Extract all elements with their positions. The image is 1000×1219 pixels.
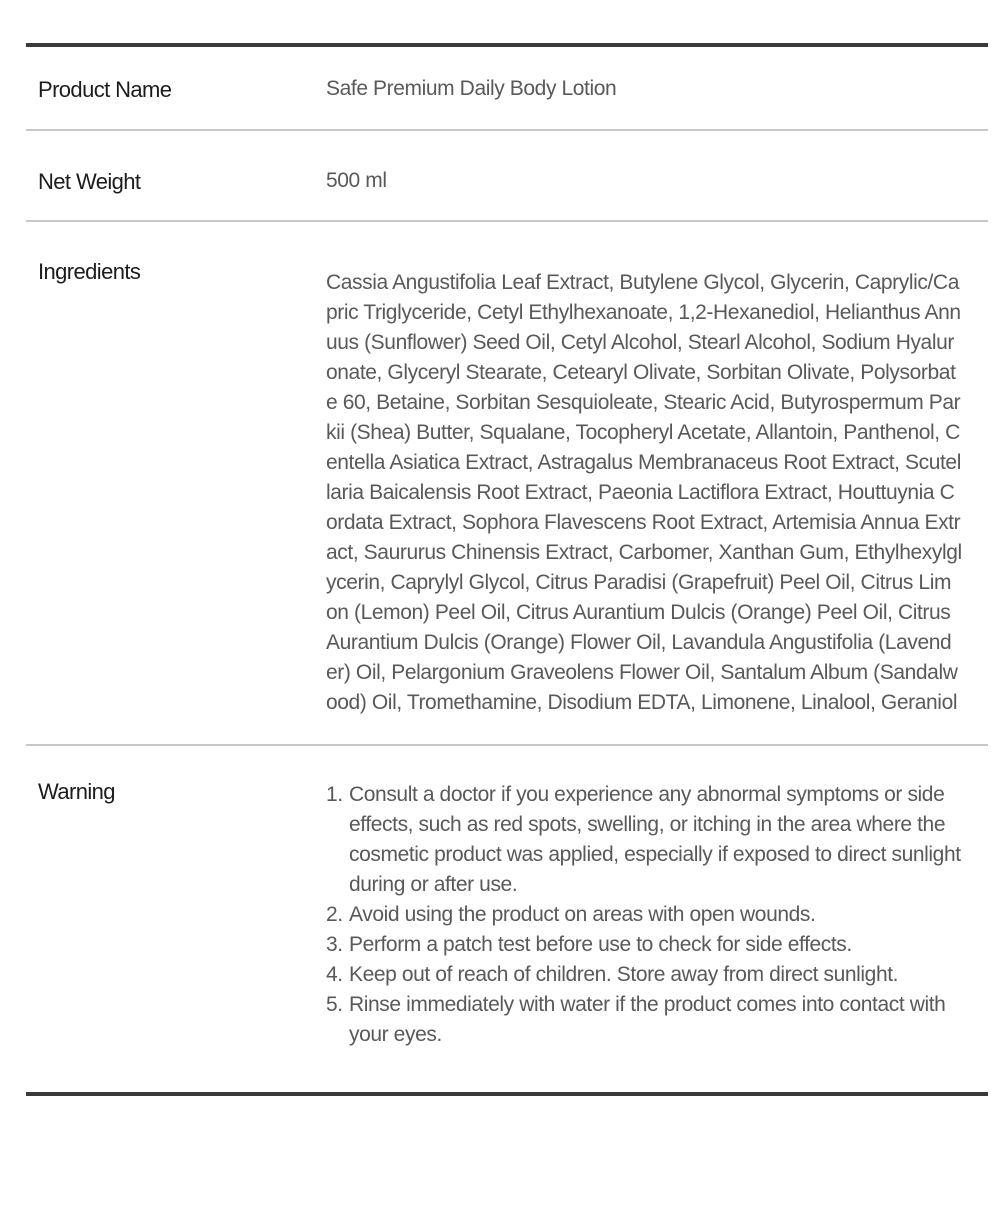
product-name-value: Safe Premium Daily Body Lotion [326, 77, 617, 100]
warning-item-1 [326, 780, 962, 900]
warning-item-4-text: Keep out of reach of children. Store away from direct sunlight. [349, 963, 899, 986]
warning-item-1-text: Consult a doctor if you experience any abnormal symptoms or side effects, such as red spots, swelling, or itching in the area where the cosmetic product was applied, especially if exposed to direct sunlight during or after use. [349, 783, 961, 896]
product-info-table [26, 43, 988, 1096]
warning-item-2-number: 2. [326, 903, 343, 926]
warning-item-5 [326, 990, 962, 1050]
warning-item-3-text: Perform a patch test before use to check for side effects. [349, 933, 852, 956]
warning-item-1-number: 1. [326, 783, 343, 806]
warning-item-4-number: 4. [326, 963, 343, 986]
table-row-warning [26, 746, 988, 1092]
net-weight-value: 500 ml [326, 169, 387, 192]
ingredients-label: Ingredients [38, 259, 141, 284]
ingredients-value: Cassia Angustifolia Leaf Extract, Butylene Glycol, Glycerin, Caprylic/Capric Triglyceride, Cetyl Ethylhexanoate, 1,2-Hexanediol, Helianthus Annuus (Sunflower) Seed Oil, Cetyl Alcohol, Stearl Alcohol, Sodium Hyaluronate, Glyceryl Stearate, Cetearyl Olivate, Sorbitan Olivate, Polysorbate 60, Betaine, Sorbitan Sesquioleate, Stearic Acid, Butyrospermum Parkii (Shea) Butter, Squalane, Tocopheryl Acetate, Allantoin, Panthenol, Centella Asiatica Extract, Astragalus Membranaceus Root Extract, Scutellaria Baicalensis Root Extract, Paeonia Lactiflora Extract, Houttuynia Cordata Extract, Sophora Flavescens Root Extract, Artemisia Annua Extract, Saururus Chinensis Extract, Carbomer, Xanthan Gum, Ethylhexylglycerin, Caprylyl Glycol, Citrus Paradisi (Grapefruit) Peel Oil, Citrus Limon (Lemon) Peel Oil, Citrus Aurantium Dulcis (Orange) Peel Oil, Citrus Aurantium Dulcis (Orange) Flower Oil, Lavandula Angustifolia (Lavender) Oil, Pelargonium Graveolens Flower Oil, Santalum Album (Sandalwood) Oil, Tromethamine, Disodium EDTA, Limonene, Linalool, Geraniol [326, 271, 962, 714]
warning-item-5-number: 5. [326, 993, 343, 1016]
table-row-net-weight [26, 131, 988, 222]
warning-item-4 [326, 960, 962, 990]
warning-item-2 [326, 900, 962, 930]
warning-item-3 [326, 930, 962, 960]
table-row-product-name [26, 47, 988, 131]
warning-list [326, 780, 962, 1050]
warning-label: Warning [38, 779, 115, 804]
warning-item-2-text: Avoid using the product on areas with open wounds. [349, 903, 816, 926]
product-name-label: Product Name [38, 77, 172, 102]
warning-item-5-text: Rinse immediately with water if the product comes into contact with your eyes. [349, 993, 946, 1046]
warning-value [326, 746, 988, 1092]
table-row-ingredients [26, 222, 988, 746]
warning-item-3-number: 3. [326, 933, 343, 956]
net-weight-label: Net Weight [38, 169, 141, 194]
